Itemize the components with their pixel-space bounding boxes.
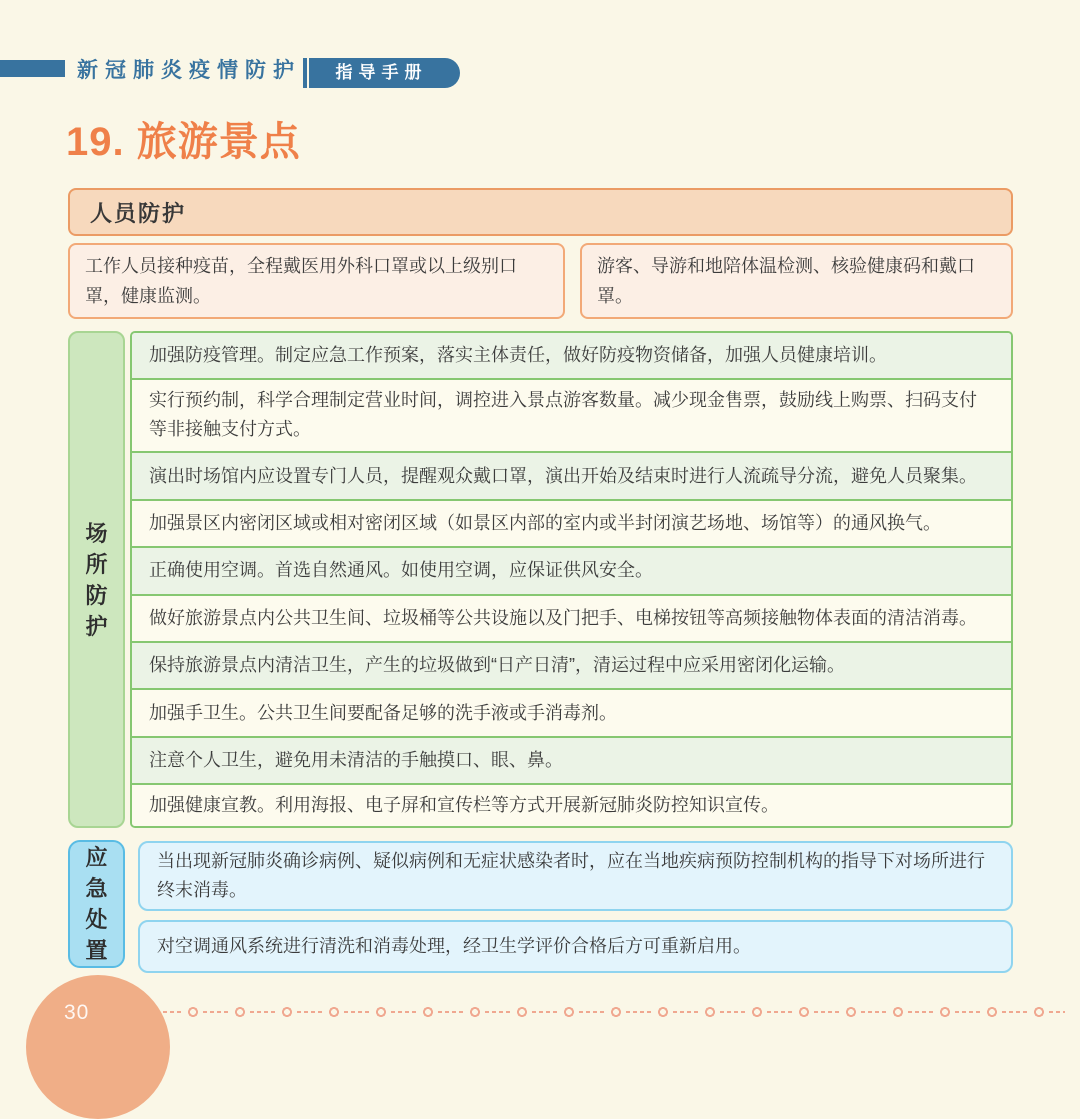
page-number-circle [26, 975, 170, 1119]
venue-rule-text: 做好旅游景点内公共卫生间、垃圾桶等公共设施以及门把手、电梯按钮等高频接触物体表面的清洁消毒。 [149, 607, 977, 628]
venue-rule-row [132, 736, 1011, 783]
section-emergency-handling [68, 840, 1013, 970]
venue-sidebar-label: 场所防护 [85, 520, 108, 639]
venue-sidebar [68, 331, 125, 828]
personnel-note-visitors [580, 243, 1013, 319]
section-heading-personnel: 人员防护 [68, 188, 1013, 236]
manual-title: 新冠肺炎疫情防护 [77, 59, 301, 82]
emergency-rules-list [138, 841, 1013, 973]
emergency-rule-text: 当出现新冠肺炎确诊病例、疑似病例和无症状感染者时，应在当地疾病预防控制机构的指导下对场所进行终末消毒。 [157, 851, 985, 900]
venue-rule-text: 注意个人卫生，避免用未清洁的手触摸口、眼、鼻。 [149, 750, 563, 771]
venue-rule-row [132, 641, 1011, 688]
venue-rule-row [132, 333, 1011, 378]
venue-rule-text: 加强景区内密闭区域或相对密闭区域（如景区内部的室内或半封闭演艺场地、场馆等）的通风换气。 [149, 512, 941, 533]
venue-rule-text: 加强健康宣教。利用海报、电子屏和宣传栏等方式开展新冠肺炎防控知识宣传。 [149, 795, 779, 816]
venue-rule-row [132, 688, 1011, 735]
venue-rule-text: 加强防疫管理。制定应急工作预案，落实主体责任，做好防疫物资储备，加强人员健康培训。 [149, 344, 887, 365]
emergency-rule-row [138, 841, 1013, 911]
venue-rule-text: 演出时场馆内应设置专门人员，提醒观众戴口罩，演出开始及结束时进行人流疏导分流，避免人员聚集。 [149, 465, 977, 486]
venue-rule-row [132, 594, 1011, 641]
venue-rule-row [132, 783, 1011, 826]
emergency-sidebar [68, 840, 125, 968]
emergency-rule-text: 对空调通风系统进行清洗和消毒处理，经卫生学评价合格后方可重新启用。 [157, 936, 751, 956]
venue-rule-row [132, 546, 1011, 593]
section-venue-protection [68, 331, 1013, 828]
emergency-rule-row [138, 920, 1013, 973]
page-number: 30 [64, 1001, 90, 1024]
emergency-sidebar-label: 应急处置 [85, 845, 108, 963]
venue-rule-text: 实行预约制，科学合理制定营业时间，调控进入景点游客数量。减少现金售票，鼓励线上购票、扫码支付等非接触支付方式。 [149, 390, 977, 440]
venue-rules-table [130, 331, 1013, 828]
venue-rule-row [132, 378, 1011, 452]
personnel-note-staff-text: 工作人员接种疫苗，全程戴医用外科口罩或以上级别口罩，健康监测。 [85, 256, 517, 306]
venue-rule-row [132, 499, 1011, 546]
venue-rule-text: 正确使用空调。首选自然通风。如使用空调，应保证供风安全。 [149, 560, 653, 581]
page-title: 19. 旅游景点 [66, 120, 301, 164]
personnel-note-visitors-text: 游客、导游和地陪体温检测、核验健康码和戴口罩。 [597, 256, 975, 306]
footer-dashed-line-decoration [140, 1006, 1065, 1018]
manual-badge: 指导手册 [303, 58, 460, 88]
header-accent-bar [0, 60, 65, 77]
venue-rule-text: 保持旅游景点内清洁卫生，产生的垃圾做到“日产日清”，清运过程中应采用密闭化运输。 [149, 655, 845, 676]
venue-rule-row [132, 451, 1011, 498]
personnel-note-staff [68, 243, 565, 319]
venue-rule-text: 加强手卫生。公共卫生间要配备足够的洗手液或手消毒剂。 [149, 702, 617, 723]
